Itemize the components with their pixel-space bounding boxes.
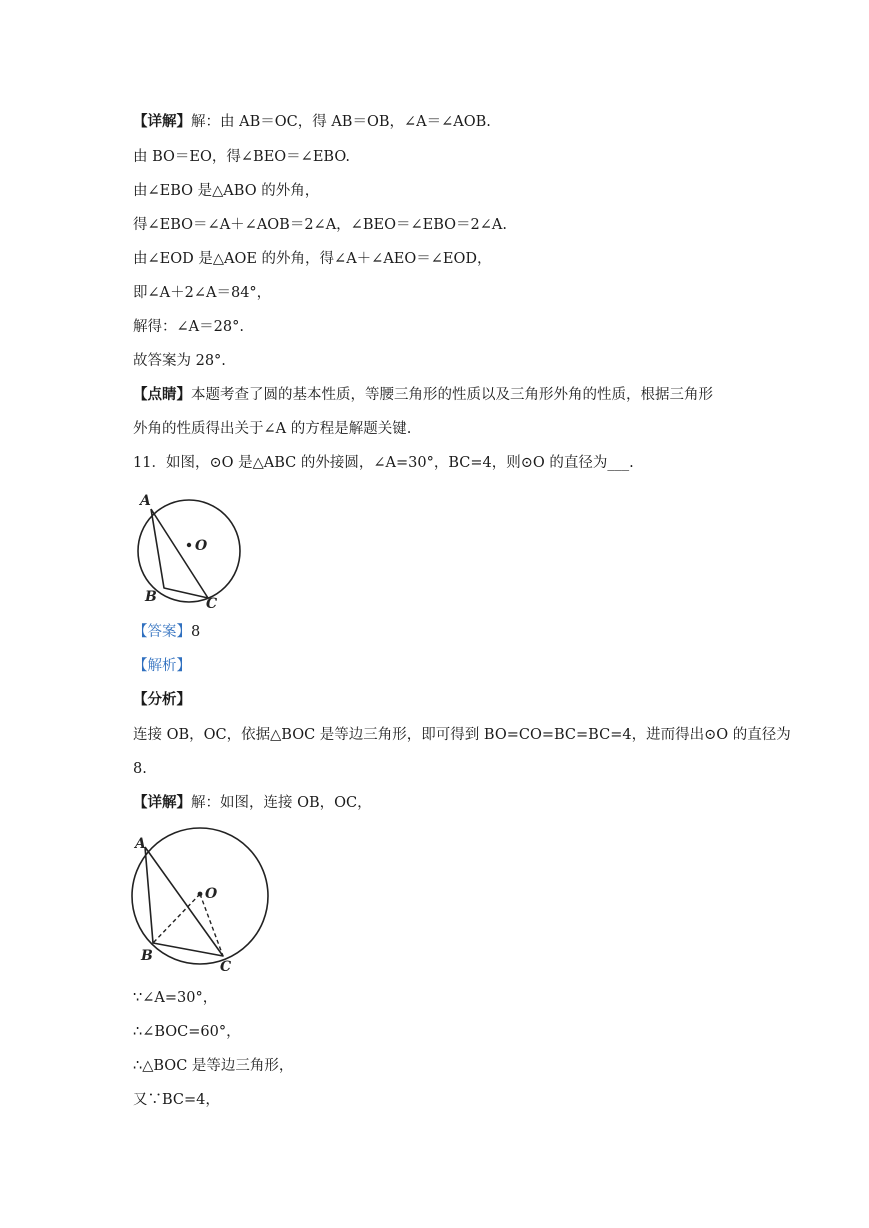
- answer-tag: 【答案】: [133, 624, 191, 640]
- label-c: C: [220, 959, 232, 975]
- analysis-heading: 【解析】: [133, 658, 191, 674]
- answer-value: 8: [191, 624, 201, 640]
- label-c: C: [206, 596, 218, 612]
- figure-circle-triangle-1: [125, 488, 255, 618]
- circumcircle: [138, 500, 240, 602]
- solution-line: 由∠EOD 是△AOE 的外角，得∠A＋∠AEO＝∠EOD，: [133, 251, 492, 267]
- label-o: O: [195, 538, 208, 554]
- solution-line: 由∠EBO 是△ABO 的外角，: [133, 183, 320, 199]
- label-a: A: [135, 836, 146, 852]
- question-11: 11．如图，⊙O 是△ABC 的外接圆，∠A=30°，BC=4，则⊙O 的直径为___.: [133, 455, 634, 471]
- fenxi-tag: 【分析】: [133, 691, 191, 708]
- fenxi-line: 连接 OB，OC，依据△BOC 是等边三角形，即可得到 BO=CO=BC=BC=4，进而得出⊙O 的直径为: [133, 727, 791, 743]
- remark-line: 外角的性质得出关于∠A 的方程是解题关键.: [133, 421, 412, 437]
- segment-oc: [200, 894, 223, 956]
- label-a: A: [140, 493, 151, 509]
- fenxi-line: 8.: [133, 761, 147, 777]
- step-line: ∵∠A=30°，: [133, 990, 218, 1006]
- remark-line: 【点睛】本题考查了圆的基本性质，等腰三角形的性质以及三角形外角的性质，根据三角形: [133, 386, 713, 403]
- solution-line: 解得：∠A＝28°.: [133, 319, 244, 335]
- segment-ob: [153, 894, 200, 943]
- figure-circle-triangle-2: [120, 822, 280, 982]
- solution-line: 【详解】解：由 AB＝OC，得 AB＝OB，∠A＝∠AOB.: [133, 113, 491, 130]
- remark-tag: 【点睛】: [133, 386, 191, 403]
- center-point: [198, 892, 203, 897]
- step-line: ∴△BOC 是等边三角形，: [133, 1058, 294, 1074]
- detail-tag: 【详解】: [133, 794, 191, 811]
- step-line: 又∵BC=4，: [133, 1092, 220, 1108]
- label-b: B: [141, 948, 153, 964]
- solution-line: 即∠A＋2∠A＝84°，: [133, 285, 272, 301]
- solution-line: 得∠EBO＝∠A＋∠AOB＝2∠A，∠BEO＝∠EBO＝2∠A.: [133, 217, 507, 233]
- step-line: ∴∠BOC=60°，: [133, 1024, 241, 1040]
- answer-line: [133, 622, 200, 642]
- center-point: [187, 543, 191, 547]
- solution-line: 由 BO＝EO，得∠BEO＝∠EBO.: [133, 149, 350, 165]
- label-b: B: [145, 589, 157, 605]
- solution-line: 故答案为 28°.: [133, 353, 226, 369]
- detail-tag: 【详解】: [133, 113, 191, 130]
- label-o: O: [205, 886, 218, 902]
- detail-line: 【详解】解：如图，连接 OB，OC，: [133, 794, 372, 811]
